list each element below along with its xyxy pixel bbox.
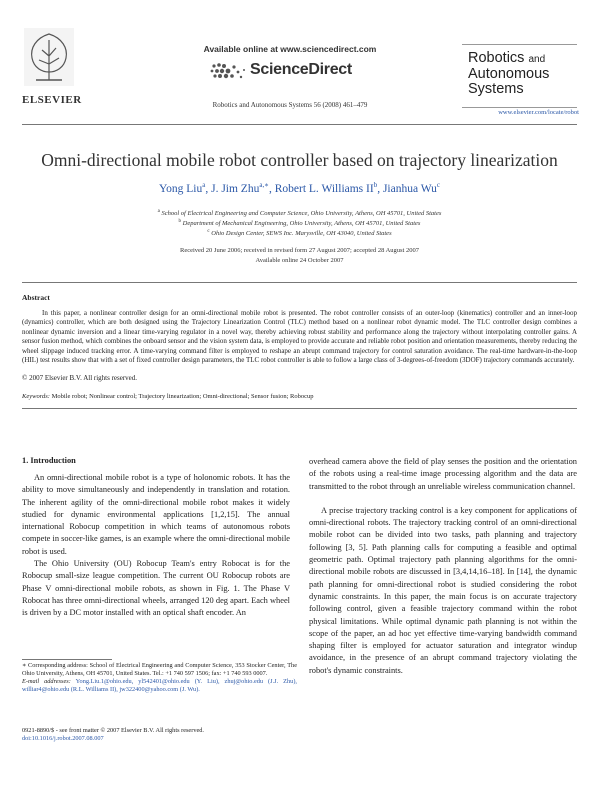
email-note: E-mail addresses: Yong.Liu.1@ohio.edu, yl542401@ohio.edu (Y. Liu), zhuj@ohio.edu (J.J. Zhu), williar4@ohio.edu (R.L. Williams II), jw322400@yahoo.com (J. Wu). [22,678,297,693]
journal-citation: Robotics and Autonomous Systems 56 (2008) 461–479 [212,101,368,109]
affiliation: $^c$ Ohio Design Center, SEWS Inc. Marysville, OH 43040, United States [207,229,392,238]
available-online-text[interactable]: Available online at www.sciencedirect.com [203,44,377,54]
corresponding-author-note: ∗ Corresponding address: School of Electrical Engineering and Computer Science, 353 Stocker Center, The Ohio University, Athens, OH 45701, United States. Tel.: +1 740 597 1506; fax: +1 740 593 0007. [22,662,297,677]
footnotes [22,662,297,694]
journal-title: Robotics and Autonomous Systems [468,50,550,97]
keywords-label: Keywords: [22,393,50,400]
author-link[interactable]: Yong Liu$^a$ [158,181,206,195]
footnote-divider [22,659,112,660]
elsevier-tree-logo [24,28,74,86]
keywords [22,393,577,400]
abstract-bottom-divider [22,408,577,409]
keywords-list: Mobile robot; Nonlinear control; Trajectory linearization; Omni-directional; Sensor fusion; Robocup [51,393,314,400]
abstract-heading: Abstract [22,293,50,302]
received-dates: Received 20 June 2006; received in revised form 27 August 2007; accepted 28 August 2007 [179,247,419,254]
email-links[interactable]: Yong.Liu.1@ohio.edu, yl542401@ohio.edu (Y. Liu), zhuj@ohio.edu (J.J. Zhu), williar4@ohio.edu (R.L. Williams II), jw322400@yahoo.com (J. Wu). [22,678,297,693]
publisher-name: ELSEVIER [22,94,82,106]
right-column [309,456,577,677]
affiliation: $^b$ Department of Mechanical Engineering, Ohio University, Athens, OH 45701, United States [178,219,421,228]
abstract-top-divider [22,282,577,283]
left-column [22,472,290,620]
journal-title-box [462,44,577,108]
author-link[interactable]: Jianhua Wu$^c$ [382,181,441,195]
header-divider [22,124,577,125]
author-list: Yong Liu$^a$, J. Jim Zhu$^{a,∗}$, Robert L. Williams $II^b$, Jianhua Wu$^c$ [158,181,441,195]
doi-link[interactable]: doi:10.1016/j.robot.2007.08.007 [22,735,104,742]
abstract-copyright: © 2007 Elsevier B.V. All rights reserved. [22,374,138,382]
sciencedirect-logo [208,56,378,86]
sciencedirect-wordmark: ScienceDirect [250,61,352,78]
section-heading: 1. Introduction [22,456,76,465]
paragraph: The Ohio University (OU) Robocup Team's entry Robocat is for the Robocup small-size league competition. The current OU Robocup robots are Phase V omni-directional mobile robots, as shown in Fig. 1. The Phase V Robocat has three omni-directional wheels, arranged 120 deg apart. Each wheel is driven by a DC motor installed with an optical shaft encoder. An [22,559,290,618]
online-date: Available online 24 October 2007 [255,257,344,264]
paragraph: A precise trajectory tracking control is a key component for applications of omni-directional robots. The trajectory tracking control of an omni-directional mobile robot can be divided into two tasks, path planning and trajectory following [3, 5]. Path planning calls for computing a feasible and optimal geometric path. Optimal trajectory path planning algorithms for the omni-directional mobile robots are discussed in [3,4,14,16–18]. In [14], the dynamic path planning for omni-directional robot is studied considering the robot dynamic constraints. In this paper, the main focus is on accurate trajectory following control, given a feasible trajectory command within the robot physical limitations. While optimal dynamic path planning is not within the scope of the paper, an ad hoc yet effective time-varying bandwidth command shaping filter is employed for actuator saturation and integrator windup avoidance, in the presence of an abrupt command trajectory violating the robot's dynamic constraints. [309,505,577,675]
sciencedirect-dots-icon [208,62,250,80]
paragraph: overhead camera above the field of play senses the position and the orientation of the robots using a real-time image processing algorithm and the data are transmitted to the robot through an unreliable wireless communication channel. [309,457,577,491]
affiliation: $^a$ School of Electrical Engineering and Computer Science, Ohio University, Athens, OH 45701, United States [157,209,442,218]
journal-url-link[interactable]: www.elsevier.com/locate/robot [498,109,579,116]
issn-line: 0921-8890/$ - see front matter © 2007 Elsevier B.V. All rights reserved. [22,727,204,734]
author-link[interactable]: Robert L. Williams $II^b$ [274,181,378,195]
paragraph: An omni-directional mobile robot is a type of holonomic robots. It has the ability to move simultaneously and independently in translation and rotation. The inherent agility of the omni-directional mobile robot makes it widely studied for dynamic environmental applications [1,2,15]. The annual international Robocup competition in which teams of autonomous robots compete in soccer-like games, is an example where the omni-directional mobile robot is used. [22,473,290,556]
front-matter [22,727,297,743]
abstract-text: In this paper, a nonlinear controller design for an omni-directional mobile robot is presented. The robot controller consists of an outer-loop (kinematics) controller and an inner-loop (dynamics) controller, which are both designed using the Trajectory Linearization Control (TLC) method based on a nonlinear robot dynamic model. The TLC controller design combines a nonlinear dynamic inversion and a linear time-varying regulator in a novel way, thereby achieving robust stability and performance along the trajectory without interpolating controller gains. A sensor fusion method, which combines the onboard sensor and the vision system data, is employed to provide accurate and reliable robot position and orientation measurements, thereby reducing the wheel slippage induced tracking error. A time-varying command filter is employed to reshape an abrupt command trajectory for control saturation avoidance. The real-time hardware-in-the-loop (HIL) test results show that with a set of fixed controller design parameters, the TLC robot controller is able to follow a large class of 3-degrees-of-freedom (3DOF) trajectory commands accurately. [22,309,577,365]
paper-title: Omni-directional mobile robot controller based on trajectory linearization [41,150,558,170]
author-link[interactable]: J. Jim Zhu$^{a,∗}$ [211,181,269,195]
